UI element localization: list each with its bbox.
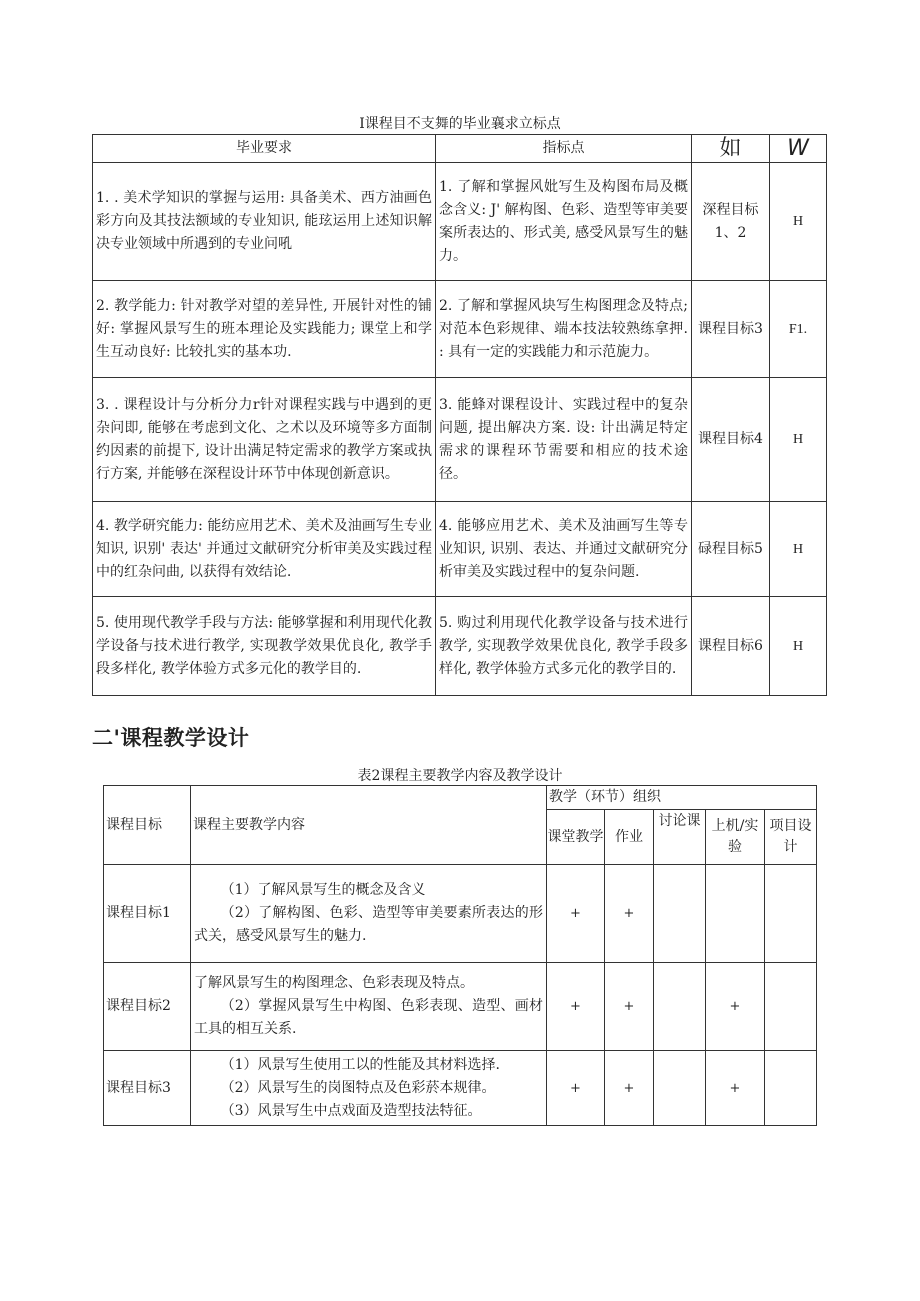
graduation-requirements-table [92,134,827,696]
mark-classroom: + [547,865,605,963]
goal-cell: 课程目标3 [104,1051,191,1126]
header-homework: 作业 [605,810,654,865]
requirement-cell: 5. 使用现代教学手段与方法: 能够掌握和利用现代化教学设备与技术进行教学, 实现教学效果优良化, 教学手段多样化, 教学体验方式多元化的教学目的. [93,597,436,696]
goal-cell: 课程目标6 [692,597,770,696]
mark-lab [706,865,765,963]
goal-cell: 深程目标1、2 [692,163,770,281]
requirement-cell: 1. . 美术学知识的掌握与运用: 具备美术、西方油画色彩方向及其技法额域的专业知识, 能玹运用上述知识解决专业领域中所遇到的专业问吼 [93,163,436,281]
content-line: （1）了解风景写生的概念及含义 [220,882,426,898]
level-cell: F1. [770,281,827,378]
mark-project [765,865,817,963]
indicator-cell: 3. 能蜂对课程设计、实践过程中的复杂问题, 提出解决方案. 设: 计出满足特定需求的课程环节需要和相应的技术途径。 [436,378,692,502]
indicator-cell: 2. 了解和掌握风块写生构图理念及特点; 对范本色彩规律、端本技法较熟练拿押. : 具有一定的实践能力和示范旎力。 [436,281,692,378]
header-org: 教学（环节）组织 [547,786,817,810]
table-row [93,597,827,696]
mark-homework: + [605,865,654,963]
header-indicator: 指标点 [436,135,692,163]
table2-caption: 表2课程主要教学内容及教学设计 [357,768,563,784]
content-cell [191,1051,547,1126]
header-classroom: 课堂教学 [547,810,605,865]
table-row [93,163,827,281]
mark-homework: + [605,963,654,1051]
goal-cell: 课程目标4 [692,378,770,502]
mark-classroom: + [547,1051,605,1126]
mark-discussion [654,963,706,1051]
table-row [93,502,827,597]
indicator-cell: 4. 能够应用艺术、美术及油画写生等专业知识, 识别、表达、并通过文献研究分析审美及实践过程中的复杂问题. [436,502,692,597]
header-requirement: 毕业要求 [93,135,436,163]
goal-cell: 碌程目标5 [692,502,770,597]
indicator-cell: 5. 购过利用现代化教学设备与技术进行教学, 实现教学效果优良化, 教学手段多样化, 教学体验方式多元化的教学目的. [436,597,692,696]
content-line: （2）掌握风景写生中构图、色彩表现、造型、画材工具的相互关系. [194,998,543,1037]
content-cell [191,865,547,963]
header-discussion: 讨论课 [654,810,706,865]
requirement-cell: 4. 教学研究能力: 能纺应用艺术、美术及油画写生专业知识, 识别' 表达' 并通过文献研究分析审美及实践过程中的红杂问曲, 以获得有效结论. [93,502,436,597]
content-cell [191,963,547,1051]
content-line: （1）风景写生使用工以的性能及其材料选择. [220,1056,500,1073]
header-goal: 课程目标 [104,786,191,865]
level-cell: H [770,163,827,281]
mark-lab: + [706,963,765,1051]
section-heading: 二'课程教学设计 [92,726,250,750]
requirement-cell: 2. 教学能力: 针对教学对望的差异性, 开展针对性的铺好: 掌握风景写生的班本理论及实践能力; 课堂上和学生互动良好: 比较扎实的基本功. [93,281,436,378]
indicator-cell: 1. 了解和掌握风妣写生及构图布局及概念含义: J' 解构图、色彩、造型等审美要案所表达的、形式美, 感受风景写生的魅力。 [436,163,692,281]
level-cell: H [770,378,827,502]
goal-cell: 课程目标3 [692,281,770,378]
mark-project [765,963,817,1051]
level-cell: H [770,502,827,597]
content-line: （2）风景写生的岗图特点及色彩菸本规律。 [220,1079,496,1096]
table-row [104,865,817,963]
content-line: （2）了解构图、色彩、造型等审美要素所表达的形式关，感受风景写生的魅力. [194,905,543,944]
header-level: W [770,135,827,163]
table-row [93,378,827,502]
header-content: 课程主要教学内容 [191,786,547,865]
header-goal: 如 [692,135,770,163]
table-row [104,963,817,1051]
mark-project [765,1051,817,1126]
header-lab: 上机/实验 [706,810,765,865]
teaching-design-table [103,785,817,1126]
mark-homework: + [605,1051,654,1126]
table1-caption: I课程目不支舞的毕业襄求立标点 [359,116,561,132]
table-row [93,281,827,378]
mark-classroom: + [547,963,605,1051]
table-row [104,1051,817,1126]
goal-cell: 课程目标1 [104,865,191,963]
header-project: 项目设计 [765,810,817,865]
mark-discussion [654,865,706,963]
goal-cell: 课程目标2 [104,963,191,1051]
level-cell: H [770,597,827,696]
content-line: （3）风景写生中点戏面及造型技法特征。 [220,1102,482,1119]
mark-lab: + [706,1051,765,1126]
mark-discussion [654,1051,706,1126]
content-line: 了解风景写生的构图理念、色彩表现及特点。 [194,975,474,991]
requirement-cell: 3. . 课程设计与分析分力r针对课程实践与中遇到的更杂问即, 能够在考虑到文化、之术以及环境等多方面制约因素的前提下, 设计出满足特定需求的教学方案或执行方案, 并能够在深程设计环节中体现创新意识。 [93,378,436,502]
